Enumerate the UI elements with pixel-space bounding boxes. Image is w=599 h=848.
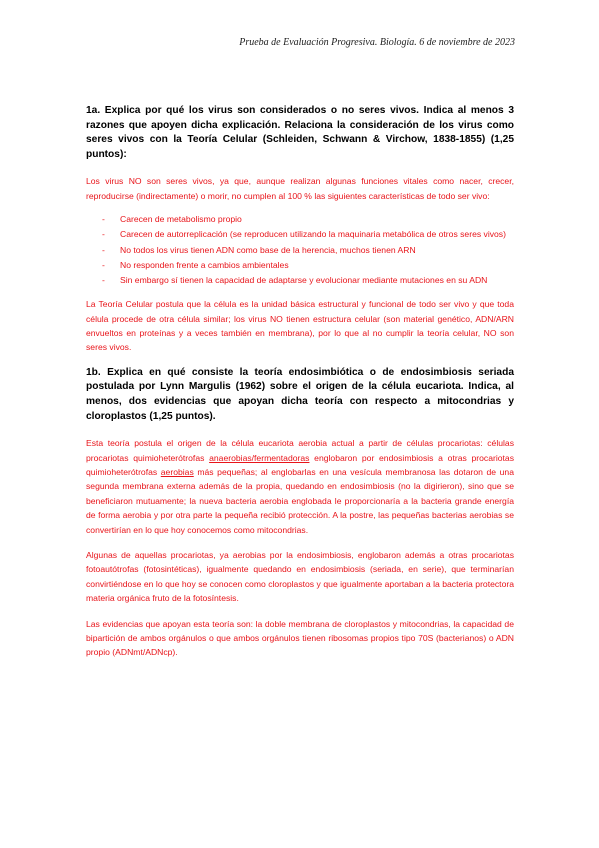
answer-1b-paragraph-3: Las evidencias que apoyan esta teoría son: la doble membrana de cloroplastos y mitocondrias, la capacidad de bipartición de ambos orgánulos o que ambos orgánulos tienen ribosomas propios tipo 70S (bacterianos) o ADN propio (ADNmt/ADNcp).	[86, 618, 514, 658]
bullet-marker: -	[102, 259, 105, 270]
list-item	[102, 258, 514, 272]
underlined-term: aerobias	[160, 467, 194, 478]
list-item	[102, 227, 514, 241]
list-item-text: No responden frente a cambios ambientales	[120, 259, 289, 270]
list-item	[102, 243, 514, 257]
list-item-text: Sin embargo sí tienen la capacidad de adaptarse y evolucionar mediante mutaciones en su ADN	[120, 275, 488, 285]
answer-1a-conclusion: La Teoría Celular postula que la célula es la unidad básica estructural y funcional de todo ser vivo y que toda célula procede de otra célula similar; los virus NO tienen estructura celular (son material genético, ADN/ARN envueltos en proteínas y a veces también en membrana), por lo que al no cumplir la teoría celular, NO son seres vivos.	[86, 299, 514, 353]
bullet-marker: -	[102, 275, 105, 285]
list-item-text: Carecen de autorreplicación (se reproducen utilizando la maquinaria metabólica de otros seres vivos)	[120, 229, 506, 240]
underlined-term: anaerobias/fermentadoras	[209, 452, 310, 463]
answer-1a-intro: Los virus NO son seres vivos, ya que, aunque realizan algunas funciones vitales como nacer, crecer, reproducirse (indirectamente) o morir, no cumplen al 100 % las siguientes características de todo ser vivo:	[86, 176, 514, 201]
bullet-marker: -	[102, 229, 105, 240]
paragraph-text: Esta teoría postula el origen de la célula eucariota aerobia actual a partir de células procariotas: células procariotas quimioheterótrofas	[86, 438, 514, 463]
question-1b: 1b. Explica en qué consiste la teoría endosimbiótica o de endosimbiosis seriada postulada por Lynn Margulis (1962) sobre el origen de la célula eucariota. Indica, al menos, dos evidencias que apoyan dicha teoría con respecto a mitocondrias y cloroplastos (1,25 puntos).	[86, 366, 514, 422]
list-item	[102, 212, 514, 226]
bullet-marker: -	[102, 214, 105, 225]
answer-1a-bullet-list	[102, 212, 514, 287]
paragraph-text: englobaron por endosimbiosis a otras procariotas quimioheterótrofas	[86, 452, 515, 478]
list-item	[102, 273, 514, 287]
question-1a: 1a. Explica por qué los virus son considerados o no seres vivos. Indica al menos 3 razones que apoyen dicha explicación. Relaciona la consideración de los virus como seres vivos con la Teoría Celular (Schleiden, Schwann & Virchow, 1838-1855) (1,25 puntos):	[86, 105, 514, 160]
answer-1b-paragraph-1	[86, 436, 514, 537]
answer-1b-paragraph-2: Algunas de aquellas procariotas, ya aerobias por la endosimbiosis, englobaron además a otras procariotas fotoautótrofas (fotosintéticas), igualmente quedando en endosimbiosis (seriada, en serie), que terminarían convirtiéndose en lo que hoy se conocen como cloroplastos y que igualmente aportaban a la bacteria protectora materia orgánica fruto de la fotosíntesis.	[86, 550, 514, 604]
list-item-text: Carecen de metabolismo propio	[120, 214, 242, 225]
paragraph-text: más pequeñas; al englobarlas en una vesícula membranosa las dotaron de una segunda membrana externa además de la propia, quedando en endosimbiosis (no la digirieron), sino que se beneficiaron mutuamente; la nueva bacteria aerobia englobada le proporcionaría a la bacteria grande energía de forma aerobia y por otra parte la pequeña recibió protección. A la postre, las pequeñas bacterias aerobias se convertirían en lo que hoy conocemos como mitocondrias.	[86, 467, 514, 535]
page-header: Prueba de Evaluación Progresiva. Biología. 6 de noviembre de 2023	[239, 37, 515, 48]
document-body	[86, 104, 514, 671]
bullet-marker: -	[102, 244, 105, 255]
list-item-text: No todos los virus tienen ADN como base de la herencia, muchos tienen ARN	[120, 244, 416, 255]
